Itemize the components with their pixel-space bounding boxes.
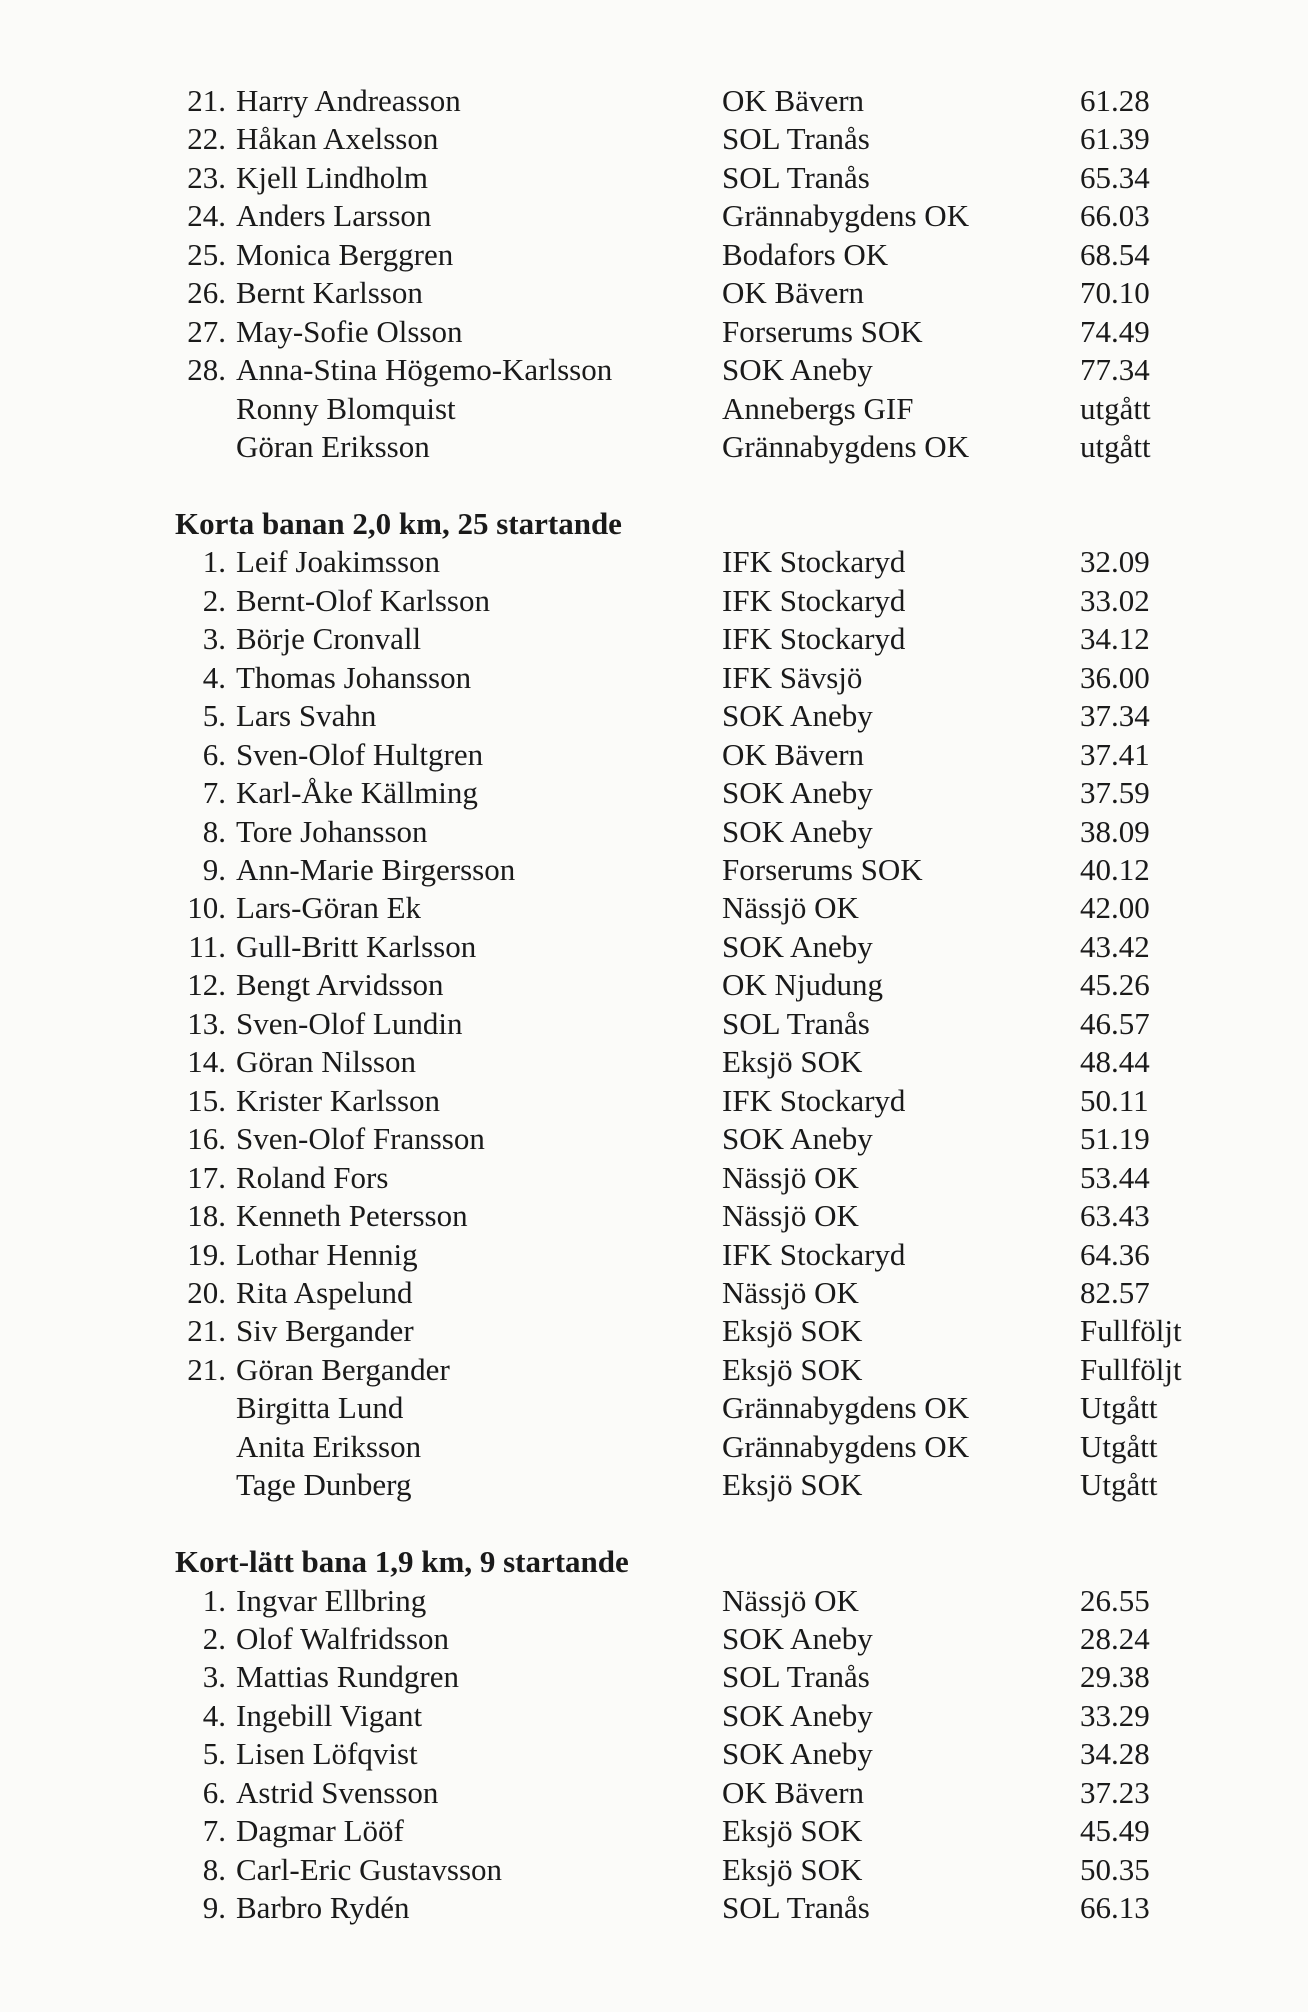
- runner-name: Ingvar Ellbring: [236, 1583, 427, 1618]
- runner-name: Olof Walfridsson: [236, 1621, 450, 1656]
- runner-name: Leif Joakimsson: [236, 544, 441, 579]
- runner-name: Ann-Marie Birgersson: [236, 852, 516, 887]
- result-time: 77.34: [1080, 352, 1150, 387]
- club-name: SOK Aneby: [722, 698, 873, 733]
- result-time: utgått: [1080, 429, 1151, 464]
- result-time: 34.12: [1080, 621, 1150, 656]
- club-name: SOL Tranås: [722, 160, 870, 195]
- result-row: [0, 428, 1308, 466]
- runner-name: Bernt Karlsson: [236, 275, 423, 310]
- result-row: [0, 1274, 1308, 1312]
- club-name: Eksjö SOK: [722, 1044, 863, 1079]
- club-name: SOL Tranås: [722, 1006, 870, 1041]
- club-name: OK Bävern: [722, 1775, 865, 1810]
- result-row: [0, 1236, 1308, 1274]
- result-place: 28.: [187, 352, 226, 387]
- result-place: 10.: [187, 890, 226, 925]
- runner-name: Tore Johansson: [236, 814, 428, 849]
- result-row: [0, 390, 1308, 428]
- result-time: 28.24: [1080, 1621, 1150, 1656]
- runner-name: Sven-Olof Hultgren: [236, 737, 484, 772]
- result-row: [0, 1889, 1308, 1927]
- runner-name: Lisen Löfqvist: [236, 1736, 418, 1771]
- club-name: Grännabygdens OK: [722, 198, 970, 233]
- result-place: 21.: [187, 1352, 226, 1387]
- runner-name: Mattias Rundgren: [236, 1659, 459, 1694]
- result-row: [0, 274, 1308, 312]
- result-time: 45.49: [1080, 1813, 1150, 1848]
- runner-name: Anders Larsson: [236, 198, 432, 233]
- club-name: Nässjö OK: [722, 890, 859, 925]
- result-place: 8.: [202, 814, 226, 849]
- result-place: 26.: [187, 275, 226, 310]
- result-row: [0, 197, 1308, 235]
- runner-name: Carl-Eric Gustavsson: [236, 1852, 503, 1887]
- result-place: 27.: [187, 314, 226, 349]
- result-row: [0, 1582, 1308, 1620]
- club-name: IFK Stockaryd: [722, 621, 906, 656]
- result-row: [0, 82, 1308, 120]
- result-place: 21.: [187, 83, 226, 118]
- club-name: IFK Stockaryd: [722, 583, 906, 618]
- runner-name: Sven-Olof Fransson: [236, 1121, 485, 1156]
- result-row: [0, 966, 1308, 1004]
- runner-name: Karl-Åke Källming: [236, 775, 478, 810]
- club-name: Grännabygdens OK: [722, 1390, 970, 1425]
- result-row: [0, 1312, 1308, 1350]
- runner-name: Monica Berggren: [236, 237, 454, 272]
- result-row: [0, 1697, 1308, 1735]
- result-place: 14.: [187, 1044, 226, 1079]
- club-name: OK Bävern: [722, 83, 865, 118]
- club-name: SOL Tranås: [722, 1890, 870, 1925]
- result-place: 16.: [187, 1121, 226, 1156]
- runner-name: Börje Cronvall: [236, 621, 422, 656]
- result-row: [0, 1005, 1308, 1043]
- result-time: 65.34: [1080, 160, 1150, 195]
- result-place: 11.: [188, 929, 226, 964]
- result-place: 4.: [202, 1698, 226, 1733]
- result-place: 23.: [187, 160, 226, 195]
- runner-name: Tage Dunberg: [236, 1467, 412, 1502]
- result-time: 63.43: [1080, 1198, 1150, 1233]
- runner-name: Göran Eriksson: [236, 429, 430, 464]
- result-time: 70.10: [1080, 275, 1150, 310]
- result-row: [0, 236, 1308, 274]
- result-time: 34.28: [1080, 1736, 1150, 1771]
- result-row: [0, 1428, 1308, 1466]
- result-time: 33.02: [1080, 583, 1150, 618]
- result-time: 26.55: [1080, 1583, 1150, 1618]
- club-name: SOL Tranås: [722, 121, 870, 156]
- result-place: 1.: [202, 1583, 226, 1618]
- result-time: 64.36: [1080, 1237, 1150, 1272]
- result-time: 68.54: [1080, 237, 1150, 272]
- result-place: 15.: [187, 1083, 226, 1118]
- club-name: Forserums SOK: [722, 852, 923, 887]
- runner-name: Harry Andreasson: [236, 83, 461, 118]
- result-row: [0, 774, 1308, 812]
- club-name: Nässjö OK: [722, 1198, 859, 1233]
- result-time: Utgått: [1080, 1390, 1158, 1425]
- club-name: SOK Aneby: [722, 775, 873, 810]
- result-time: Utgått: [1080, 1429, 1158, 1464]
- result-row: [0, 351, 1308, 389]
- result-place: 6.: [202, 1775, 226, 1810]
- club-name: SOK Aneby: [722, 929, 873, 964]
- runner-name: Rita Aspelund: [236, 1275, 413, 1310]
- result-place: 9.: [202, 1890, 226, 1925]
- club-name: SOK Aneby: [722, 1698, 873, 1733]
- result-row: [0, 1159, 1308, 1197]
- club-name: OK Njudung: [722, 967, 884, 1002]
- result-place: 1.: [202, 544, 226, 579]
- club-name: Eksjö SOK: [722, 1352, 863, 1387]
- club-name: Bodafors OK: [722, 237, 889, 272]
- result-place: 5.: [202, 1736, 226, 1771]
- club-name: IFK Stockaryd: [722, 1083, 906, 1118]
- result-time: 66.13: [1080, 1890, 1150, 1925]
- result-time: 61.39: [1080, 121, 1150, 156]
- result-row: [0, 889, 1308, 927]
- runner-name: Anita Eriksson: [236, 1429, 422, 1464]
- result-row: [0, 120, 1308, 158]
- result-time: utgått: [1080, 391, 1151, 426]
- result-time: 37.59: [1080, 775, 1150, 810]
- runner-name: Thomas Johansson: [236, 660, 472, 695]
- result-time: 33.29: [1080, 1698, 1150, 1733]
- result-row: [0, 1389, 1308, 1427]
- runner-name: Barbro Rydén: [236, 1890, 410, 1925]
- club-name: OK Bävern: [722, 737, 865, 772]
- club-name: Nässjö OK: [722, 1160, 859, 1195]
- result-row: [0, 159, 1308, 197]
- result-row: [0, 1812, 1308, 1850]
- result-time: 66.03: [1080, 198, 1150, 233]
- club-name: IFK Stockaryd: [722, 1237, 906, 1272]
- result-time: 61.28: [1080, 83, 1150, 118]
- runner-name: Gull-Britt Karlsson: [236, 929, 477, 964]
- club-name: OK Bävern: [722, 275, 865, 310]
- result-time: 46.57: [1080, 1006, 1150, 1041]
- result-place: 22.: [187, 121, 226, 156]
- club-name: Annebergs GIF: [722, 391, 914, 426]
- club-name: Eksjö SOK: [722, 1852, 863, 1887]
- result-row: [0, 928, 1308, 966]
- result-time: 37.41: [1080, 737, 1150, 772]
- result-place: 6.: [202, 737, 226, 772]
- result-place: 2.: [202, 583, 226, 618]
- result-time: 48.44: [1080, 1044, 1150, 1079]
- runner-name: Lothar Hennig: [236, 1237, 418, 1272]
- runner-name: Kenneth Petersson: [236, 1198, 468, 1233]
- result-time: 51.19: [1080, 1121, 1150, 1156]
- result-row: [0, 582, 1308, 620]
- club-name: Eksjö SOK: [722, 1467, 863, 1502]
- result-row: [0, 1466, 1308, 1504]
- section-heading: Korta banan 2,0 km, 25 startande: [175, 506, 622, 541]
- runner-name: Anna-Stina Högemo-Karlsson: [236, 352, 613, 387]
- club-name: Eksjö SOK: [722, 1813, 863, 1848]
- runner-name: Krister Karlsson: [236, 1083, 441, 1118]
- result-row: [0, 1082, 1308, 1120]
- club-name: Nässjö OK: [722, 1583, 859, 1618]
- runner-name: Göran Nilsson: [236, 1044, 416, 1079]
- result-place: 2.: [202, 1621, 226, 1656]
- club-name: Forserums SOK: [722, 314, 923, 349]
- result-place: 5.: [202, 698, 226, 733]
- runner-name: Lars Svahn: [236, 698, 377, 733]
- result-time: Utgått: [1080, 1467, 1158, 1502]
- result-row: [0, 313, 1308, 351]
- result-row: [0, 1774, 1308, 1812]
- club-name: SOK Aneby: [722, 814, 873, 849]
- club-name: SOL Tranås: [722, 1659, 870, 1694]
- result-place: 25.: [187, 237, 226, 272]
- result-time: 29.38: [1080, 1659, 1150, 1694]
- result-time: 37.34: [1080, 698, 1150, 733]
- runner-name: Lars-Göran Ek: [236, 890, 422, 925]
- result-row: [0, 620, 1308, 658]
- result-row: [0, 1735, 1308, 1773]
- result-row: [0, 1120, 1308, 1158]
- result-row: [0, 1043, 1308, 1081]
- club-name: Grännabygdens OK: [722, 1429, 970, 1464]
- result-time: 50.35: [1080, 1852, 1150, 1887]
- result-place: 12.: [187, 967, 226, 1002]
- result-row: [0, 813, 1308, 851]
- runner-name: Bernt-Olof Karlsson: [236, 583, 490, 618]
- result-time: Fullföljt: [1080, 1352, 1182, 1387]
- result-row: [0, 697, 1308, 735]
- result-row: [0, 736, 1308, 774]
- club-name: IFK Stockaryd: [722, 544, 906, 579]
- result-row: [0, 1658, 1308, 1696]
- result-time: 38.09: [1080, 814, 1150, 849]
- result-time: 74.49: [1080, 314, 1150, 349]
- result-place: 21.: [187, 1313, 226, 1348]
- runner-name: Sven-Olof Lundin: [236, 1006, 463, 1041]
- result-time: 45.26: [1080, 967, 1150, 1002]
- runner-name: Birgitta Lund: [236, 1390, 404, 1425]
- result-place: 24.: [187, 198, 226, 233]
- result-place: 19.: [187, 1237, 226, 1272]
- result-row: [0, 659, 1308, 697]
- result-time: 42.00: [1080, 890, 1150, 925]
- runner-name: Håkan Axelsson: [236, 121, 439, 156]
- result-row: [0, 1351, 1308, 1389]
- result-place: 9.: [202, 852, 226, 887]
- runner-name: Astrid Svensson: [236, 1775, 439, 1810]
- club-name: Nässjö OK: [722, 1275, 859, 1310]
- result-place: 17.: [187, 1160, 226, 1195]
- runner-name: Siv Bergander: [236, 1313, 414, 1348]
- result-place: 7.: [202, 1813, 226, 1848]
- result-time: 36.00: [1080, 660, 1150, 695]
- runner-name: Roland Fors: [236, 1160, 389, 1195]
- runner-name: Göran Bergander: [236, 1352, 450, 1387]
- section-heading: Kort-lätt bana 1,9 km, 9 startande: [175, 1544, 629, 1579]
- result-time: 50.11: [1080, 1083, 1149, 1118]
- result-time: Fullföljt: [1080, 1313, 1182, 1348]
- club-name: Grännabygdens OK: [722, 429, 970, 464]
- result-place: 20.: [187, 1275, 226, 1310]
- result-time: 53.44: [1080, 1160, 1150, 1195]
- result-row: [0, 1197, 1308, 1235]
- runner-name: May-Sofie Olsson: [236, 314, 463, 349]
- club-name: SOK Aneby: [722, 1736, 873, 1771]
- result-row: [0, 1620, 1308, 1658]
- result-place: 13.: [187, 1006, 226, 1041]
- club-name: SOK Aneby: [722, 1621, 873, 1656]
- result-place: 7.: [202, 775, 226, 810]
- result-place: 8.: [202, 1852, 226, 1887]
- result-place: 3.: [202, 621, 226, 656]
- result-time: 37.23: [1080, 1775, 1150, 1810]
- runner-name: Kjell Lindholm: [236, 160, 429, 195]
- runner-name: Ingebill Vigant: [236, 1698, 423, 1733]
- result-row: [0, 543, 1308, 581]
- runner-name: Bengt Arvidsson: [236, 967, 444, 1002]
- result-time: 43.42: [1080, 929, 1150, 964]
- result-time: 40.12: [1080, 852, 1150, 887]
- result-place: 4.: [202, 660, 226, 695]
- club-name: SOK Aneby: [722, 1121, 873, 1156]
- runner-name: Ronny Blomquist: [236, 391, 456, 426]
- club-name: Eksjö SOK: [722, 1313, 863, 1348]
- result-time: 32.09: [1080, 544, 1150, 579]
- result-row: [0, 1851, 1308, 1889]
- club-name: IFK Sävsjö: [722, 660, 863, 695]
- club-name: SOK Aneby: [722, 352, 873, 387]
- runner-name: Dagmar Lööf: [236, 1813, 404, 1848]
- result-row: [0, 851, 1308, 889]
- result-time: 82.57: [1080, 1275, 1150, 1310]
- result-place: 3.: [202, 1659, 226, 1694]
- result-place: 18.: [187, 1198, 226, 1233]
